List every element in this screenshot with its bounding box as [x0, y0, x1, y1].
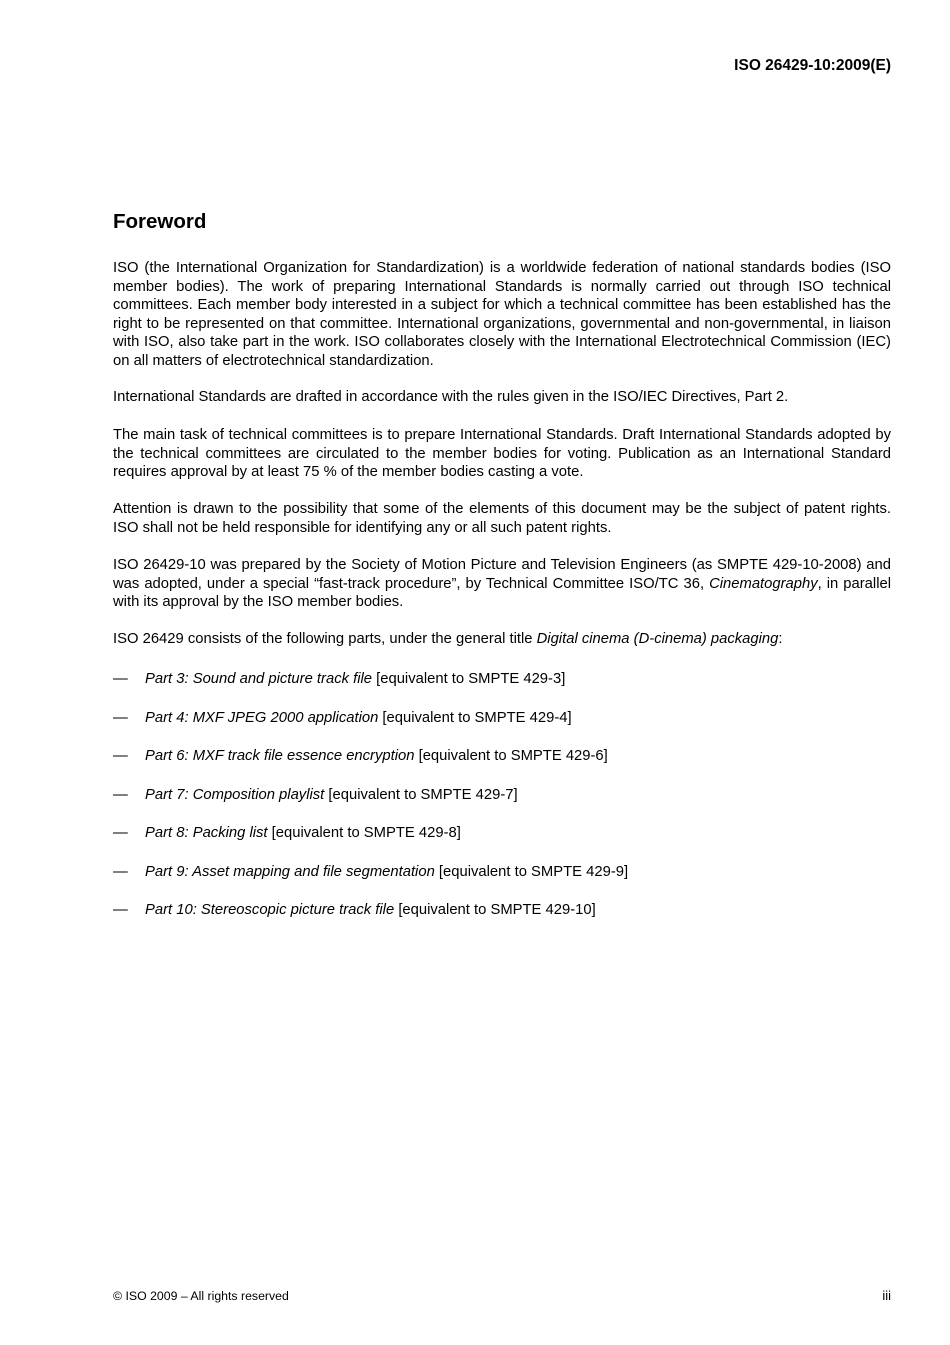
parts-intro-general-title: Digital cinema (D-cinema) packaging [536, 631, 779, 647]
part-reference: [equivalent to SMPTE 429-3] [372, 671, 566, 687]
paragraph-preparation-text: ISO 26429-10 was prepared by the Society of Motion Picture and Television Engineers (as SMPTE 429-10-2008) and was adopted, under a special “fast-track procedure”, by Technical Committee ISO/TC 36, [113, 557, 891, 592]
paragraph-patent-rights: Attention is drawn to the possibility that some of the elements of this document may be the subject of patent rights. ISO shall not be held responsible for identifying any or all such patent rights. [113, 501, 891, 536]
part-title: Part 6: MXF track file essence encryption [145, 748, 415, 764]
part-reference: [equivalent to SMPTE 429-10] [394, 902, 596, 918]
parts-list [113, 670, 891, 940]
paragraph-preparation-italic: Cinematography [709, 575, 818, 592]
paragraph-directives: International Standards are drafted in accordance with the rules given in the ISO/IEC Directives, Part 2. [113, 389, 789, 405]
part-title: Part 9: Asset mapping and file segmentation [145, 863, 435, 880]
part-reference: [equivalent to SMPTE 429-9] [434, 863, 629, 880]
document-identifier: ISO 26429-10:2009(E) [734, 57, 891, 74]
paragraph-iso-federation: ISO (the International Organization for Standardization) is a worldwide federation of national standards bodies (ISO member bodies). The work of preparing International Standards is normally carried out through ISO technical committees. Each member body interested in a subject for which a technical committee has been established has the right to be represented on that committee. International organizations, governmental and non-governmental, in liaison with ISO, also take part in the work. ISO collaborates closely with the International Electrotechnical Commission (IEC) on all matters of electrotechnical standardization. [113, 260, 891, 369]
part-title: Part 3: Sound and picture track file [145, 671, 373, 687]
part-title: Part 8: Packing list [145, 825, 268, 841]
list-item [113, 863, 891, 902]
part-title: Part 7: Composition playlist [145, 786, 325, 803]
list-dash: — [113, 825, 128, 841]
parts-intro-text: ISO 26429 consists of the following parts, under the general title [113, 631, 537, 647]
parts-intro-colon: : [778, 631, 783, 647]
footer-copyright: © ISO 2009 – All rights reserved [113, 1289, 289, 1303]
paragraph-parts-intro [113, 630, 891, 649]
part-reference: [equivalent to SMPTE 429-8] [267, 825, 461, 841]
list-item [113, 824, 891, 863]
list-item [113, 709, 891, 748]
list-item [113, 670, 891, 709]
list-dash: — [113, 863, 128, 880]
list-dash: — [113, 748, 128, 764]
list-item [113, 901, 891, 940]
part-title: Part 10: Stereoscopic picture track file [145, 902, 395, 918]
part-title: Part 4: MXF JPEG 2000 application [145, 709, 379, 726]
footer-page-number: iii [882, 1288, 891, 1303]
list-dash: — [113, 709, 128, 726]
list-dash: — [113, 902, 128, 918]
list-dash: — [113, 786, 128, 803]
part-reference: [equivalent to SMPTE 429-7] [324, 786, 518, 803]
paragraph-technical-committees: The main task of technical committees is to prepare International Standards. Draft International Standards adopted by the technical committees are circulated to the member bodies for voting. Publication as an International Standard requires approval by at least 75 % of the member bodies casting a vote. [113, 427, 891, 480]
paragraph-preparation-text-end: , in parallel with its approval by the ISO member bodies. [113, 575, 891, 610]
list-item [113, 786, 891, 825]
part-reference: [equivalent to SMPTE 429-4] [378, 709, 572, 726]
part-reference: [equivalent to SMPTE 429-6] [414, 748, 608, 764]
page-title: Foreword [113, 210, 207, 233]
list-item [113, 747, 891, 786]
paragraph-preparation [113, 556, 891, 612]
list-dash: — [113, 671, 128, 687]
